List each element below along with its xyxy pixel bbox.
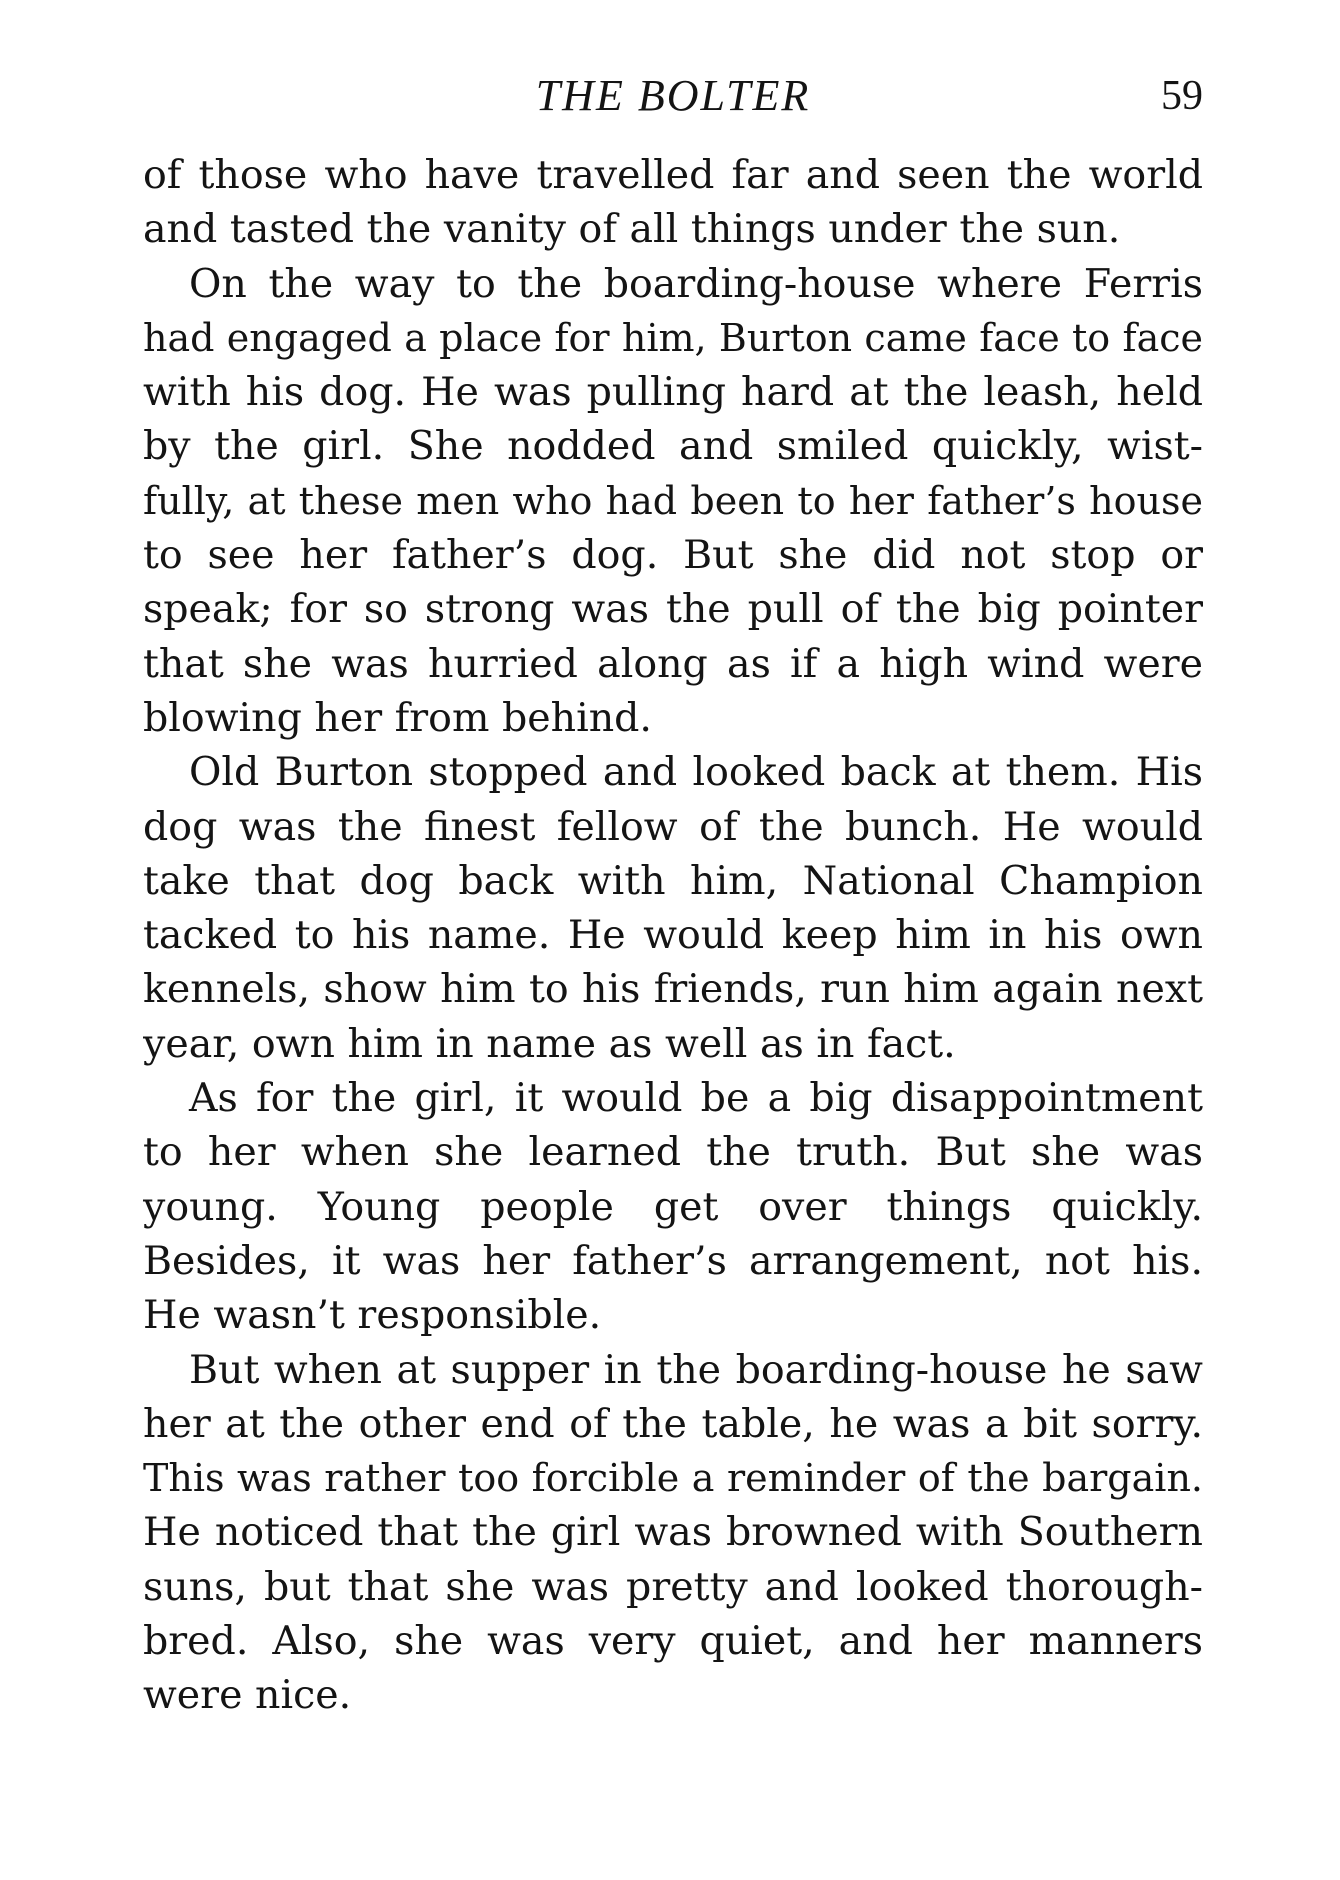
body-text [143, 148, 1203, 1723]
text-line: tacked to his name. He would keep him in his own [143, 912, 1203, 959]
text-line: take that dog back with him, National Champion [143, 857, 1203, 904]
text-line: Old Burton stopped and looked back at them. His [189, 749, 1203, 796]
running-title: THE BOLTER [535, 71, 811, 120]
running-head [143, 66, 1203, 126]
text-line: young. Young people get over things quickly. [143, 1183, 1203, 1230]
paragraph [143, 257, 1203, 746]
page-number: 59 [1161, 73, 1203, 119]
text-line: fully, at these men who had been to her father’s house [143, 478, 1203, 523]
text-line: On the way to the boarding-house where Ferris [189, 260, 1203, 307]
text-line: that she was hurried along as if a high wind were [143, 640, 1203, 687]
text-line: dog was the finest fellow of the bunch. He would [143, 803, 1203, 850]
text-line: of those who have travelled far and seen the world [143, 152, 1203, 198]
text-line: This was rather too forcible a reminder of the bargain. [143, 1456, 1203, 1501]
text-line: speak; for so strong was the pull of the big pointer [143, 586, 1203, 633]
text-line: Besides, it was her father’s arrangement, not his. [143, 1237, 1203, 1284]
text-line: kennels, show him to his friends, run him again next [143, 966, 1203, 1013]
paragraph [143, 1343, 1203, 1723]
text-line: blowing her from behind. [143, 694, 652, 741]
text-line: with his dog. He was pulling hard at the leash, held [143, 369, 1203, 416]
text-line: He noticed that the girl was browned with Southern [143, 1509, 1203, 1556]
paragraph [143, 148, 1203, 257]
text-line: He wasn’t responsible. [143, 1292, 602, 1339]
text-line: suns, but that she was pretty and looked thorough- [143, 1563, 1203, 1610]
text-line: were nice. [143, 1672, 352, 1719]
text-line: had engaged a place for him, Burton came face to face [143, 315, 1203, 360]
text-line: year, own him in name as well as in fact. [143, 1020, 956, 1067]
text-line: to see her father’s dog. But she did not stop or [143, 532, 1203, 579]
paragraph [143, 1071, 1203, 1342]
text-line: bred. Also, she was very quiet, and her manners [143, 1618, 1203, 1665]
paragraph [143, 745, 1203, 1071]
text-line: by the girl. She nodded and smiled quickly, wist- [143, 423, 1203, 470]
text-line: and tasted the vanity of all things under the sun. [143, 206, 1121, 253]
text-line: As for the girl, it would be a big disappointment [189, 1075, 1203, 1122]
text-line: her at the other end of the table, he was a bit sorry. [143, 1400, 1203, 1447]
text-line: to her when she learned the truth. But she was [143, 1129, 1203, 1176]
text-line: But when at supper in the boarding-house he saw [189, 1346, 1203, 1393]
